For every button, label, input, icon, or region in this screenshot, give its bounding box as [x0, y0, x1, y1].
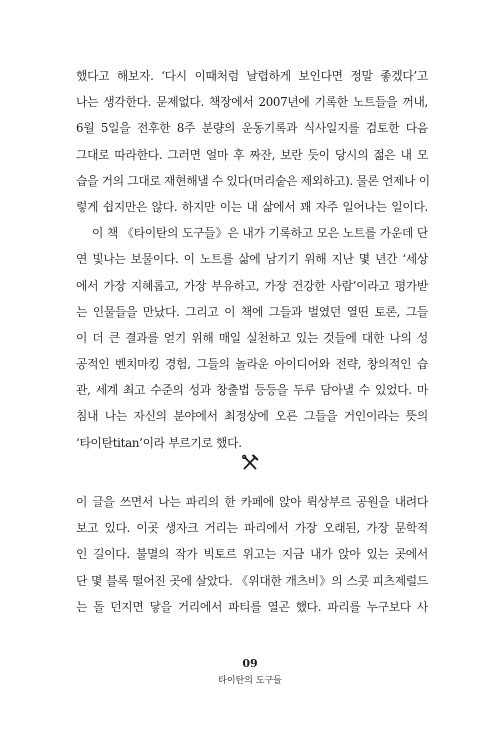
text-line: 렇게 쉽지만은 않다. 하지만 이는 내 삶에서 꽤 자주 일어나는 일이다. [76, 199, 428, 214]
text-line: 나는 생각한다. 문제없다. 책장에서 2007년에 기록한 노트들을 꺼내, [76, 95, 428, 110]
text-line: 는 돌 던지면 닿을 거리에서 파티를 열곤 했다. 파리를 누구보다 사 [76, 599, 428, 614]
text-line: 습을 거의 그대로 재현해낼 수 있다(머리숱은 제외하고). 물론 언제나 이 [76, 173, 430, 188]
text-line: 인 길이다. 불멸의 작가 빅토르 위고는 지금 내가 앉아 있는 곳에서 [76, 547, 428, 562]
text-line: 공적인 벤치마킹 경험, 그들의 놀라운 아이디어와 전략, 창의적인 습 [76, 357, 428, 372]
body-paragraph-2 [76, 489, 428, 620]
text-line: 이 글을 쓰면서 나는 파리의 한 카페에 앉아 뤽상부르 공원을 내려다 [76, 495, 428, 509]
text-line: 는 인물들을 만났다. 그리고 이 책에 그들과 벌였던 열띤 토론, 그들 [76, 304, 428, 319]
text-line: 침내 나는 자신의 분야에서 최정상에 오른 그들을 거인이라는 뜻의 [76, 409, 428, 424]
text-line: 6월 5일을 전후한 8주 분량의 운동기록과 식사일지를 검토한 다음 [76, 121, 428, 136]
body-paragraph-1 [76, 63, 428, 456]
text-line: 이 책 《타이탄의 도구들》은 내가 기록하고 모은 노트를 가운데 단 [92, 226, 428, 241]
text-line: 단 몇 블록 떨어진 곳에 살았다. 《위대한 개츠비》의 스콧 피츠제럴드 [76, 573, 428, 588]
text-line: 관, 세계 최고 수준의 성과 창출법 등등을 두루 담아낼 수 있었다. 마 [76, 383, 428, 398]
text-line: 연 빛나는 보물이다. 이 노트를 삶에 남기기 위해 지난 몇 년간 ‘세상 [76, 252, 428, 267]
page-number: 09 [242, 657, 258, 670]
text-line: 했다고 해보자. ‘다시 이때처럼 날렵하게 보인다면 정말 좋겠다’고 [76, 69, 428, 83]
text-line: 그대로 따라한다. 그러면 얼마 후 짜잔, 보란 듯이 당시의 젊은 내 모 [76, 147, 428, 162]
text-line: 이 더 큰 결과를 얻기 위해 매일 실천하고 있는 것들에 대한 나의 성 [76, 330, 428, 345]
running-title: 타이탄의 도구들 [218, 676, 282, 686]
text-line: 에서 가장 지혜롭고, 가장 부유하고, 가장 건강한 사람’이라고 평가받 [76, 278, 428, 293]
text-line: ‘타이탄titan’이라 부르기로 했다. [76, 435, 242, 450]
text-line: 보고 있다. 이곳 생자크 거리는 파리에서 가장 오래된, 가장 문학적 [76, 521, 428, 536]
crossed-tools-icon [241, 454, 259, 472]
